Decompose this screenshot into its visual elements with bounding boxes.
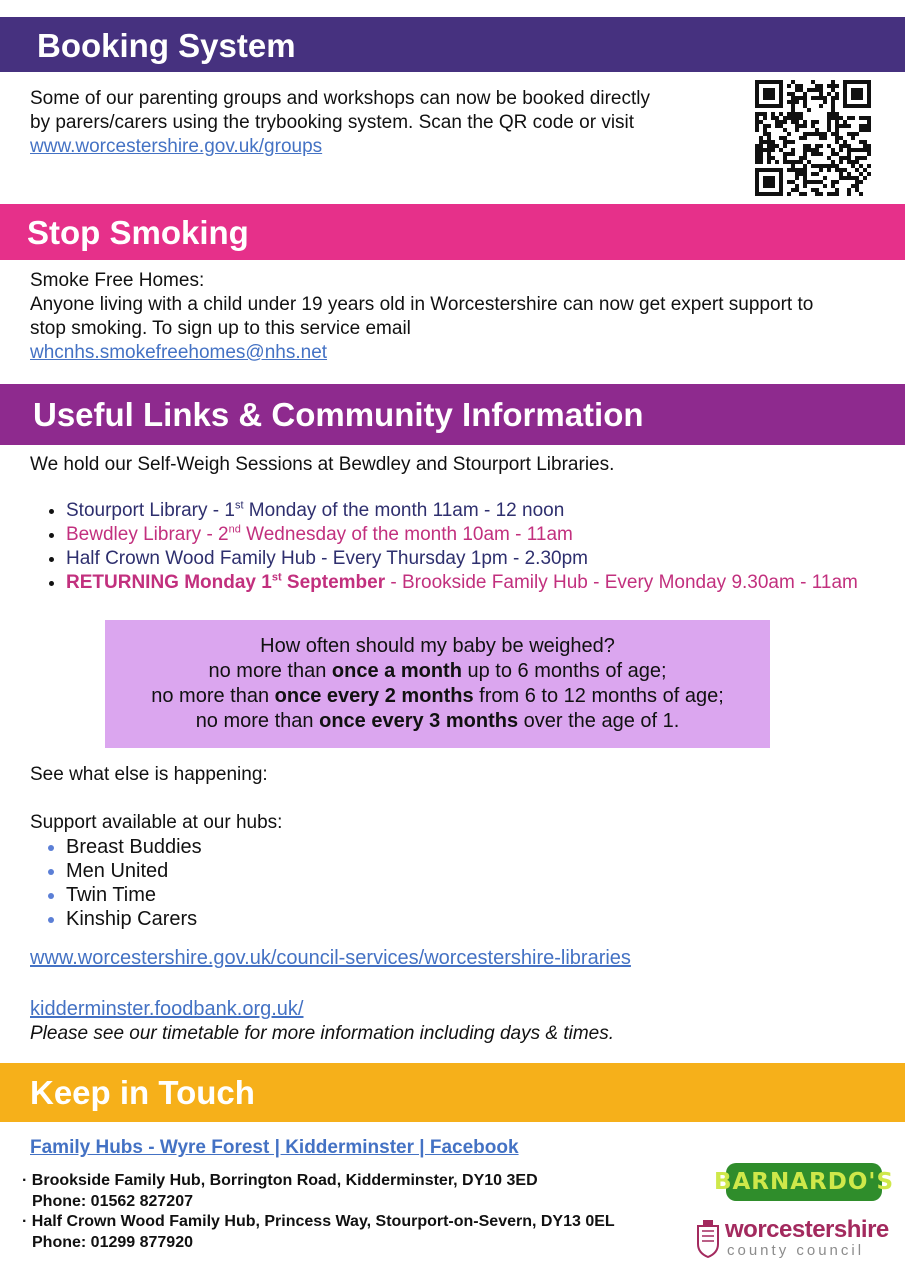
groups-link[interactable]: www.worcestershire.gov.uk/groups bbox=[30, 136, 323, 157]
see-more-text: See what else is happening: bbox=[30, 764, 268, 785]
hub-item-men-united: • Men United bbox=[66, 859, 202, 883]
session-bewdley: • Bewdley Library - 2nd Wednesday of the month 10am - 11am bbox=[66, 523, 905, 547]
session-half-crown-wood: • Half Crown Wood Family Hub - Every Thursday 1pm - 2.30pm bbox=[66, 547, 905, 571]
brookside-address: · Brookside Family Hub, Borrington Road, Kidderminster, DY10 3ED bbox=[22, 1172, 538, 1189]
support-heading: Support available at our hubs: bbox=[30, 812, 283, 833]
weighing-guidance-box bbox=[105, 620, 770, 748]
half-crown-wood-address: · Half Crown Wood Family Hub, Princess Way, Stourport-on-Severn, DY13 0EL bbox=[22, 1213, 615, 1230]
booking-header bbox=[0, 17, 905, 72]
facebook-link[interactable]: Family Hubs - Wyre Forest | Kidderminster | Facebook bbox=[30, 1137, 519, 1158]
contact-brookside bbox=[22, 1170, 538, 1212]
keep-header bbox=[0, 1063, 905, 1122]
hub-item-kinship-carers: • Kinship Carers bbox=[66, 907, 202, 931]
session-stourport: • Stourport Library - 1st Monday of the month 11am - 12 noon bbox=[66, 499, 905, 523]
council-subtitle: county council bbox=[727, 1242, 865, 1259]
barnardos-logo: BARNARDO'S bbox=[726, 1163, 882, 1201]
session-brookside: • RETURNING Monday 1st September - Brookside Family Hub - Every Monday 9.30am - 11am bbox=[66, 571, 905, 595]
weighing-rule-3: no more than once every 3 months over the age of 1. bbox=[195, 710, 680, 732]
smoking-text bbox=[30, 269, 830, 365]
keep-title: Keep in Touch bbox=[30, 1074, 255, 1111]
brookside-phone: Phone: 01562 827207 bbox=[32, 1193, 193, 1210]
weighing-question: How often should my baby be weighed? bbox=[260, 635, 615, 657]
half-crown-wood-phone: Phone: 01299 877920 bbox=[32, 1234, 193, 1251]
hub-support-list bbox=[30, 835, 202, 931]
council-crest-icon bbox=[695, 1218, 721, 1258]
booking-body: Some of our parenting groups and workshops can now be booked directly by parers/carers using the trybooking system. Scan the QR code or visit bbox=[30, 88, 650, 133]
weigh-intro: We hold our Self-Weigh Sessions at Bewdley and Stourport Libraries. bbox=[30, 454, 615, 475]
contact-half-crown-wood bbox=[22, 1211, 615, 1253]
qr-code bbox=[755, 80, 871, 196]
hub-item-breast-buddies: • Breast Buddies bbox=[66, 835, 202, 859]
session-list bbox=[30, 499, 905, 595]
useful-header bbox=[0, 384, 905, 445]
libraries-link[interactable]: www.worcestershire.gov.uk/council-services/worcestershire-libraries bbox=[30, 947, 631, 969]
booking-text bbox=[30, 87, 650, 159]
weighing-rule-1: no more than once a month up to 6 months of age; bbox=[208, 660, 667, 682]
council-name: worcestershire bbox=[725, 1216, 889, 1243]
smoking-description: Anyone living with a child under 19 years old in Worcestershire can now get expert support to stop smoking. To sign up to this service email bbox=[30, 294, 814, 339]
timetable-note: Please see our timetable for more information including days & times. bbox=[30, 1023, 614, 1044]
foodbank-link[interactable]: kidderminster.foodbank.org.uk/ bbox=[30, 998, 304, 1020]
useful-title: Useful Links & Community Information bbox=[33, 396, 644, 433]
smoking-header bbox=[0, 204, 905, 260]
booking-title: Booking System bbox=[37, 27, 296, 64]
smokefree-email-link[interactable]: whcnhs.smokefreehomes@nhs.net bbox=[30, 342, 328, 363]
hub-item-twin-time: • Twin Time bbox=[66, 883, 202, 907]
smoke-free-homes-label: Smoke Free Homes: bbox=[30, 270, 205, 291]
smoking-title: Stop Smoking bbox=[27, 214, 249, 251]
weighing-rule-2: no more than once every 2 months from 6 to 12 months of age; bbox=[151, 685, 724, 707]
worcestershire-council-logo bbox=[695, 1218, 895, 1262]
